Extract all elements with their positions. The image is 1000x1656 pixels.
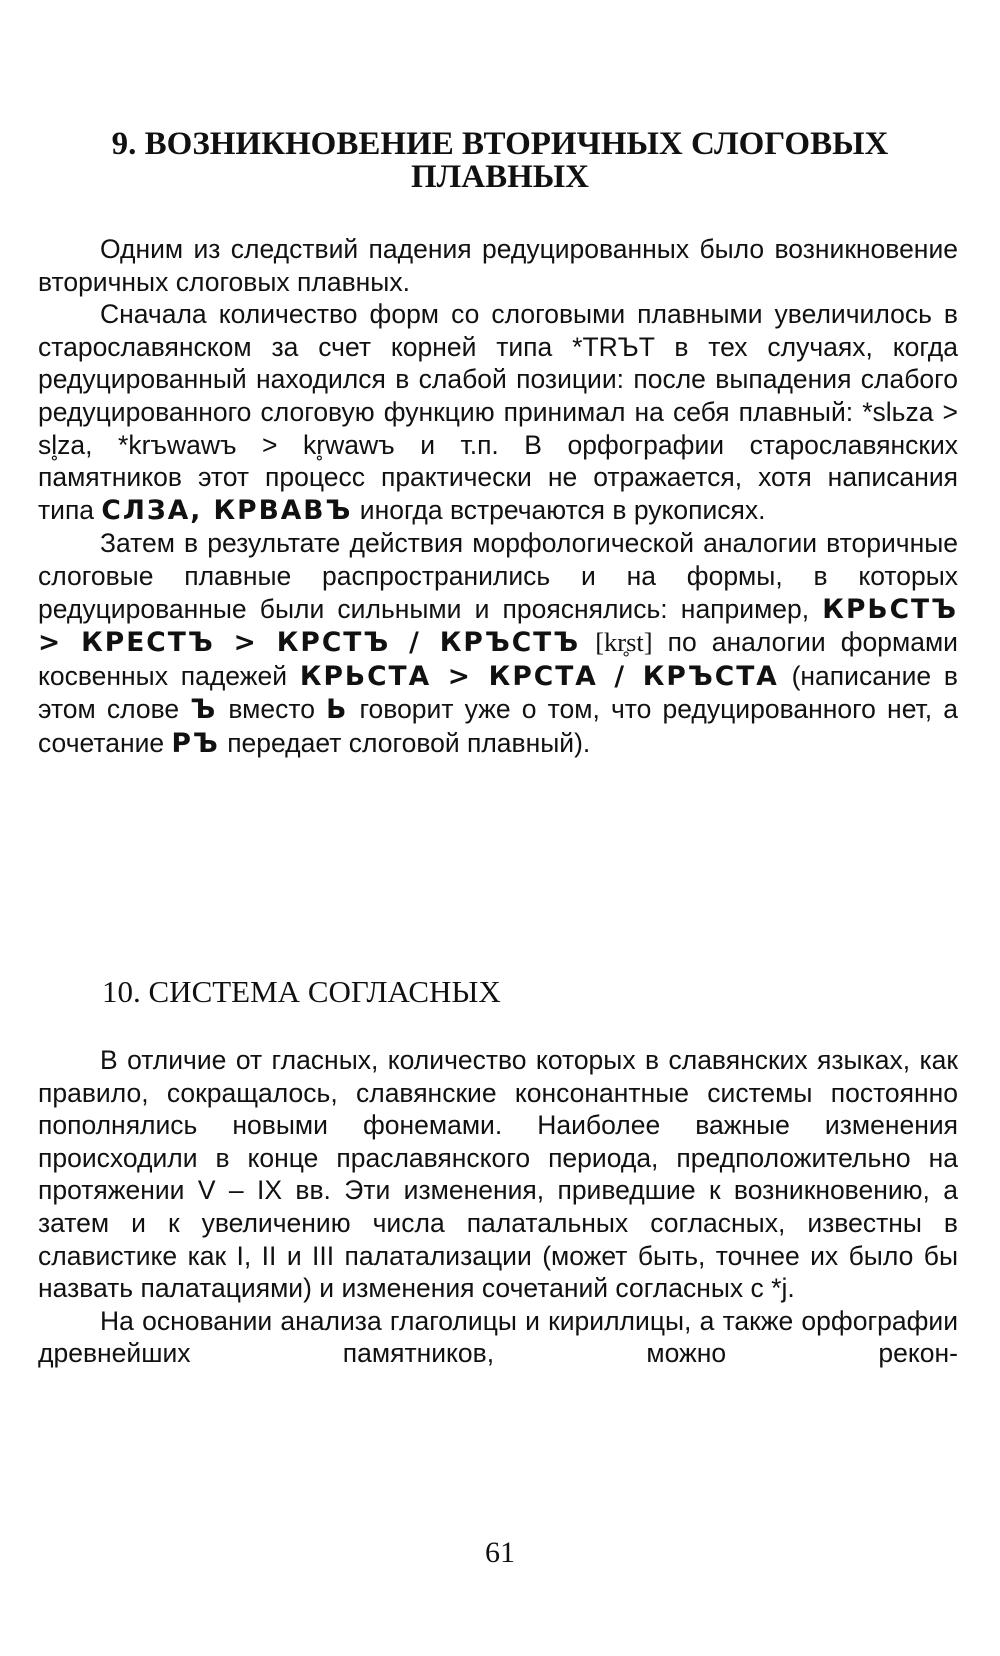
paragraph: Одним из следствий падения редуцированных было возникновение вторичных слоговых плавных. — [38, 234, 958, 297]
paragraph-text: по аналогии формами косвенных падежей — [38, 627, 958, 691]
paragraph-text: Затем в результате действия морфологической аналогии вторичные слоговые плавные распространились и на формы, в которых редуцированные были сильными и прояснялись: например, — [38, 528, 958, 624]
section-10-title: 10. СИСТЕМА СОГЛАСНЫХ — [102, 974, 501, 1009]
transcription: [kr̥st] — [595, 627, 653, 658]
paragraph-text: Сначала количество форм со слоговыми плавными увеличилось в старославянском за счет корней типа *TRЪT в тех случаях, когда редуцированный находился в слабой позиции: после выпадения слабого редуцированного слоговую функцию принимал на себя плавный: *slьza > sl̥za, *krъwawъ > kr̥wawъ и т.п. В орфографии старославянских памятников этот процесс практически не отражается, хотя написания типа — [38, 299, 958, 525]
section-9-body — [38, 233, 958, 761]
paragraph-text: передает слоговой плавный). — [227, 727, 591, 758]
section-9-title: 9. ВОЗНИКНОВЕНИЕ ВТОРИЧНЫХ СЛОГОВЫХ ПЛАВНЫХ — [111, 126, 889, 195]
section-10-body — [38, 1044, 958, 1370]
page-number: 61 — [485, 1536, 515, 1569]
church-slavonic-example: СЛЗА, КРВАВЪ — [101, 494, 353, 526]
paragraph-text: (написание в этом слове — [38, 660, 958, 725]
paragraph-text: вместо — [228, 694, 315, 725]
paragraph — [38, 298, 958, 527]
paragraph: На основании анализа глаголицы и кириллицы, а также орфографии древнейших памятников, можно рекон- — [38, 1305, 958, 1369]
church-slavonic-example: КРЬСТЪ > КРЕСТЪ > КРСТЪ / КРЪСТЪ — [38, 593, 958, 659]
church-slavonic-letter: РЪ — [171, 727, 220, 759]
paragraph-text: иногда встречаются в рукописях. — [359, 494, 766, 525]
church-slavonic-letter: Ь — [326, 694, 349, 726]
paragraph: В отличие от гласных, количество которых в славянских языках, как правило, сокращалось, славянские консонантные системы постоянно пополнялись новыми фонемами. Наиболее важные изменения происходили в конце праславянского периода, предположительно на протяжении V – IX вв. Эти изменения, приведшие к возникновению, а затем и к увеличению числа палатальных согласных, известны в славистике как I, II и III палатализации (может быть, точнее их было бы назвать палатациями) и изменения сочетаний согласных с *j. — [38, 1045, 958, 1304]
paragraph — [38, 527, 958, 760]
paragraph-text: говорит уже о том, что редуцированного нет, а сочетание — [38, 694, 958, 758]
church-slavonic-letter: Ъ — [190, 694, 218, 726]
church-slavonic-example: КРЬСТА > КРСТА / КРЪСТА — [299, 660, 779, 692]
